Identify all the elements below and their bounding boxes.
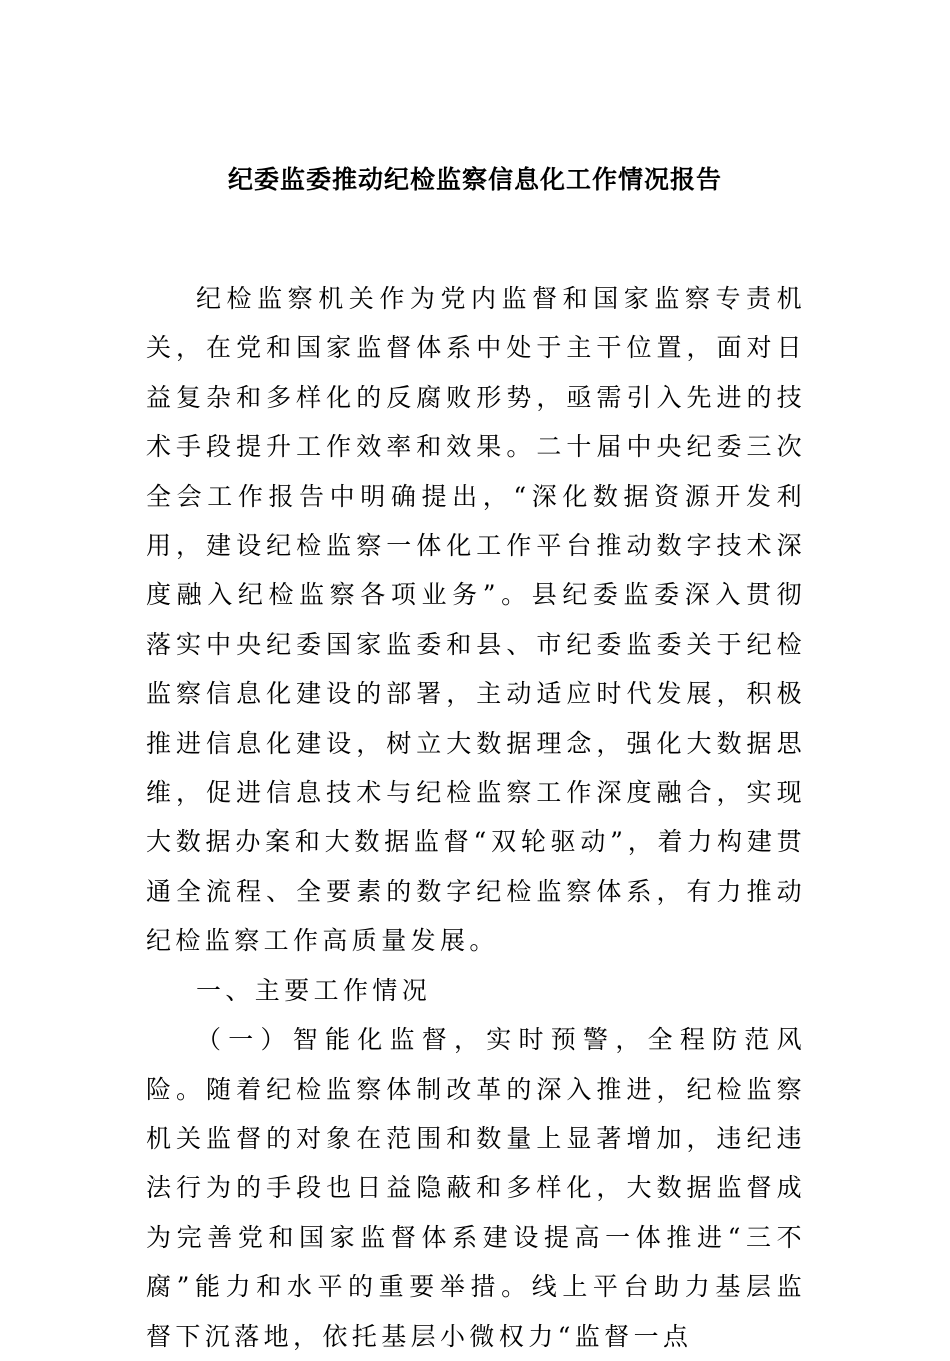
document-body <box>146 274 806 1361</box>
paragraph-intro: 纪检监察机关作为党内监督和国家监察专责机关，在党和国家监督体系中处于主干位置，面对日益复杂和多样化的反腐败形势，亟需引入先进的技术手段提升工作效率和效果。二十届中央纪委三次全会工作报告中明确提出，“深化数据资源开发利用，建设纪检监察一体化工作平台推动数字技术深度融入纪检监察各项业务”。县纪委监委深入贯彻落实中央纪委国家监委和县、市纪委监委关于纪检监察信息化建设的部署，主动适应时代发展，积极推进信息化建设，树立大数据理念，强化大数据思维，促进信息技术与纪检监察工作深度融合，实现大数据办案和大数据监督“双轮驱动”，着力构建贯通全流程、全要素的数字纪检监察体系，有力推动纪检监察工作高质量发展。 <box>146 284 806 956</box>
section-heading-main-work: 一、主要工作情况 <box>196 975 432 1005</box>
document-title: 纪委监委推动纪检监察信息化工作情况报告 <box>227 165 722 194</box>
paragraph-intelligent-supervision: （一）智能化监督，实时预警，全程防范风险。随着纪检监察体制改革的深入推进，纪检监察机关监督的对象在范围和数量上显著增加，违纪违法行为的手段也日益隐蔽和多样化，大数据监督成为完善党和国家监督体系建设提高一体推进“三不腐”能力和水平的重要举措。线上平台助力基层监督下沉落地，依托基层小微权力“监督一点 <box>146 1025 806 1351</box>
